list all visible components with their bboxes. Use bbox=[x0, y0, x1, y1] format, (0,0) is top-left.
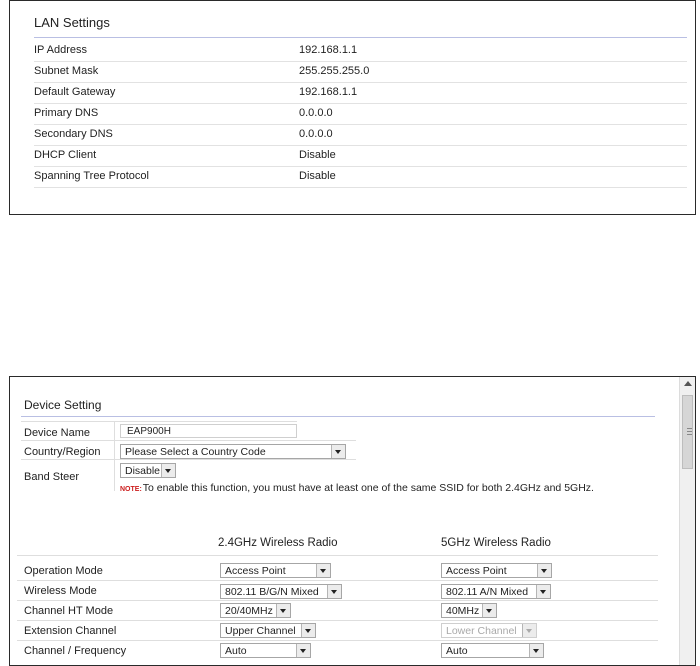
lan-row-gateway bbox=[34, 83, 687, 104]
grip-line bbox=[687, 431, 692, 432]
lan-row-stp bbox=[34, 167, 687, 188]
default-gateway-label: Default Gateway bbox=[34, 86, 116, 98]
lan-row-secondary-dns bbox=[34, 125, 687, 146]
band-steer-value: Disable bbox=[125, 465, 161, 477]
ip-address-label: IP Address bbox=[34, 44, 87, 56]
row-border bbox=[21, 421, 297, 422]
chevron-down-icon bbox=[537, 564, 551, 577]
row-border bbox=[17, 620, 658, 621]
chevron-down-icon bbox=[529, 644, 543, 657]
spanning-tree-label: Spanning Tree Protocol bbox=[34, 170, 149, 182]
chevron-down-icon bbox=[276, 604, 290, 617]
lan-row-subnet bbox=[34, 62, 687, 83]
band-steer-select[interactable] bbox=[120, 463, 176, 478]
channel-ht-mode-5-value: 40MHz bbox=[446, 605, 480, 617]
extension-channel-24-select[interactable] bbox=[220, 623, 316, 638]
band-steer-label: Band Steer bbox=[24, 471, 80, 483]
chevron-down-icon bbox=[522, 624, 536, 637]
subnet-mask-value: 255.255.255.0 bbox=[299, 65, 370, 77]
radio-5ghz-header: 5GHz Wireless Radio bbox=[441, 537, 551, 549]
lan-row-ip bbox=[34, 41, 687, 62]
lan-row-dhcp bbox=[34, 146, 687, 167]
channel-ht-mode-5-select[interactable] bbox=[441, 603, 497, 618]
country-region-value: Please Select a Country Code bbox=[125, 446, 266, 458]
secondary-dns-value: 0.0.0.0 bbox=[299, 128, 333, 140]
operation-mode-5-select[interactable] bbox=[441, 563, 552, 578]
ip-address-value: 192.168.1.1 bbox=[299, 44, 358, 56]
extension-channel-label: Extension Channel bbox=[24, 625, 117, 637]
radio-24ghz-header: 2.4GHz Wireless Radio bbox=[218, 537, 338, 549]
chevron-down-icon bbox=[482, 604, 496, 617]
dhcp-client-value: Disable bbox=[299, 149, 336, 161]
operation-mode-5-value: Access Point bbox=[446, 565, 507, 577]
chevron-down-icon bbox=[161, 464, 175, 477]
country-region-select[interactable] bbox=[120, 444, 346, 459]
channel-ht-mode-24-value: 20/40MHz bbox=[225, 605, 273, 617]
channel-frequency-label: Channel / Frequency bbox=[24, 645, 127, 657]
chevron-down-icon bbox=[316, 564, 330, 577]
secondary-dns-label: Secondary DNS bbox=[34, 128, 113, 140]
row-border bbox=[17, 555, 658, 556]
channel-frequency-24-value: Auto bbox=[225, 645, 247, 657]
dhcp-client-label: DHCP Client bbox=[34, 149, 97, 161]
channel-frequency-24-select[interactable] bbox=[220, 643, 311, 658]
channel-ht-mode-24-select[interactable] bbox=[220, 603, 291, 618]
country-region-label: Country/Region bbox=[24, 446, 101, 458]
column-divider bbox=[114, 421, 115, 491]
operation-mode-24-select[interactable] bbox=[220, 563, 331, 578]
operation-mode-24-value: Access Point bbox=[225, 565, 286, 577]
primary-dns-label: Primary DNS bbox=[34, 107, 99, 119]
grip-line bbox=[687, 428, 692, 429]
channel-ht-mode-label: Channel HT Mode bbox=[24, 605, 114, 617]
default-gateway-value: 192.168.1.1 bbox=[299, 86, 358, 98]
lan-settings-title: LAN Settings bbox=[34, 15, 110, 30]
extension-channel-5-select bbox=[441, 623, 537, 638]
row-border bbox=[21, 440, 356, 441]
title-divider bbox=[34, 37, 687, 38]
lan-settings-panel bbox=[9, 0, 696, 215]
row-border bbox=[21, 459, 356, 460]
scroll-thumb[interactable] bbox=[682, 395, 693, 469]
device-setting-title: Device Setting bbox=[24, 398, 102, 412]
chevron-down-icon bbox=[536, 585, 550, 598]
row-border bbox=[17, 600, 658, 601]
spanning-tree-value: Disable bbox=[299, 170, 336, 182]
note-text: To enable this function, you must have at least one of the same SSID for both 2.4GHz and 5GHz. bbox=[142, 482, 594, 494]
operation-mode-label: Operation Mode bbox=[24, 565, 103, 577]
channel-frequency-5-select[interactable] bbox=[441, 643, 544, 658]
device-setting-panel bbox=[9, 376, 696, 666]
extension-channel-24-value: Upper Channel bbox=[225, 625, 296, 637]
band-steer-note bbox=[120, 482, 594, 494]
note-tag: NOTE: bbox=[120, 486, 142, 493]
wireless-mode-5-select[interactable] bbox=[441, 584, 551, 599]
chevron-down-icon bbox=[331, 445, 345, 458]
grip-line bbox=[687, 434, 692, 435]
wireless-mode-24-select[interactable] bbox=[220, 584, 342, 599]
device-name-input[interactable]: EAP900H bbox=[120, 424, 297, 438]
lan-row-primary-dns bbox=[34, 104, 687, 125]
chevron-down-icon bbox=[296, 644, 310, 657]
scroll-up-icon[interactable] bbox=[684, 381, 692, 386]
primary-dns-value: 0.0.0.0 bbox=[299, 107, 333, 119]
vertical-scrollbar[interactable] bbox=[679, 377, 695, 665]
wireless-mode-24-value: 802.11 B/G/N Mixed bbox=[225, 586, 319, 598]
device-name-label: Device Name bbox=[24, 427, 91, 439]
wireless-mode-label: Wireless Mode bbox=[24, 585, 97, 597]
row-border bbox=[17, 640, 658, 641]
row-border bbox=[17, 580, 658, 581]
subnet-mask-label: Subnet Mask bbox=[34, 65, 99, 77]
chevron-down-icon bbox=[301, 624, 315, 637]
title-divider bbox=[21, 416, 655, 417]
wireless-mode-5-value: 802.11 A/N Mixed bbox=[446, 586, 529, 598]
extension-channel-5-value: Lower Channel bbox=[446, 625, 517, 637]
channel-frequency-5-value: Auto bbox=[446, 645, 468, 657]
chevron-down-icon bbox=[327, 585, 341, 598]
